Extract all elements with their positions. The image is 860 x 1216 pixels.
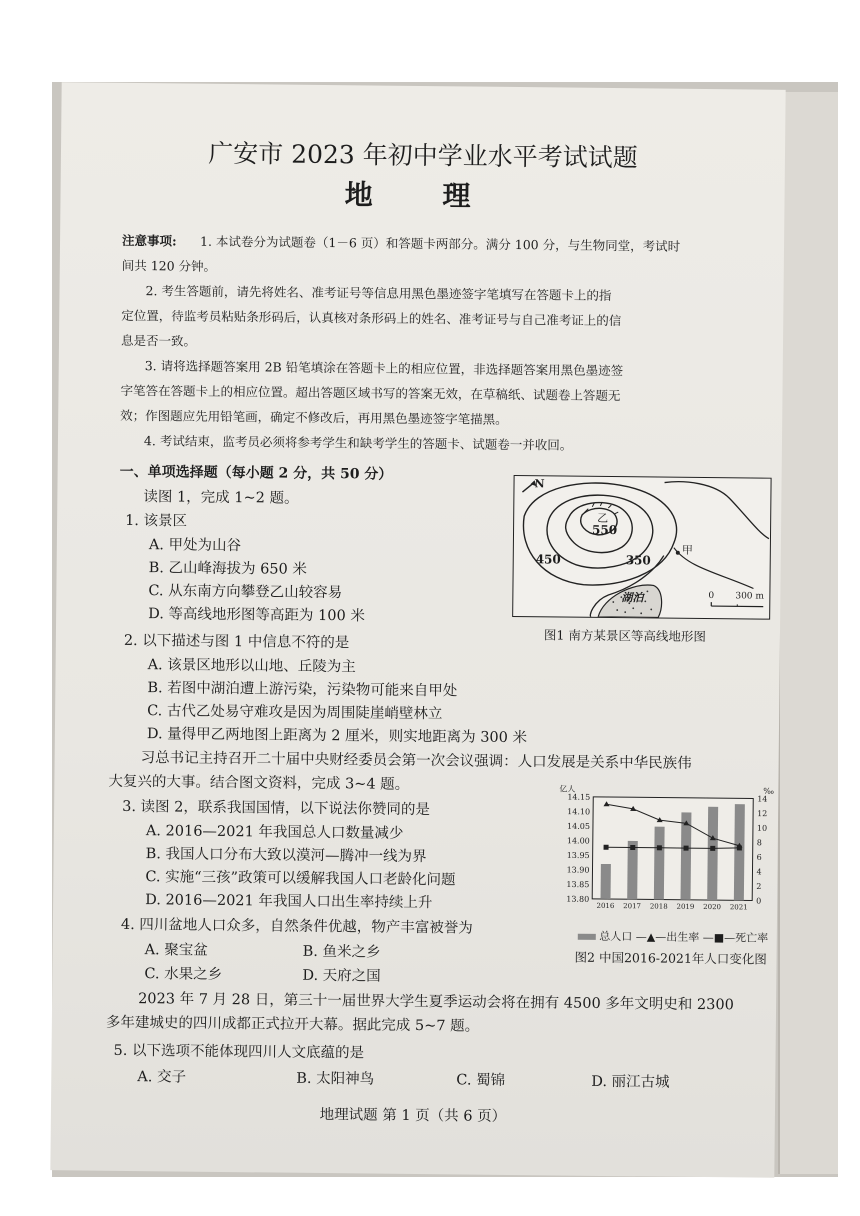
contour-label-350: 350 [625, 553, 651, 568]
notice-line: 字笔答在答题卡上的相应位置。超出答题区域书写的答案无效，在草稿纸、试题卷上答题无 [120, 382, 621, 404]
x-tick-label: 2021 [729, 903, 748, 912]
y-tick-left: 14.15 [567, 792, 591, 802]
point-death-rate [630, 845, 635, 850]
y-tick-right: 6 [756, 852, 762, 862]
passage-games-line1: 2023 年 7 月 28 日，第三十一届世界大学生夏季运动会将在拥有 4500 多年文明史和 2300 [138, 991, 734, 1014]
notice-line: 2. 考生答题前，请先将姓名、准考证号等信息用黑色墨迹签字笔填写在答题卡上的指 [145, 283, 612, 304]
section-intro: 读图 1，完成 1~2 题。 [143, 489, 299, 507]
q5-option-b: B. 太阳神鸟 [296, 1070, 375, 1088]
notice-line: 息是否一致。 [120, 332, 197, 349]
x-tick-label: 2018 [649, 902, 668, 911]
figure-1-caption: 图1 南方某景区等高线地形图 [543, 627, 706, 645]
legend-label-death-rate: 死亡率 [735, 931, 769, 945]
point-death-rate [710, 846, 715, 851]
x-tick-label: 2017 [623, 902, 642, 911]
q5-option-d: D. 丽江古城 [591, 1073, 670, 1091]
y-tick-left: 13.80 [566, 894, 590, 904]
y-tick-right: 14 [757, 794, 768, 804]
y-axis-left-unit: 亿人 [559, 784, 576, 794]
contour-label-jia: 甲 [681, 543, 693, 557]
bar-total-population [654, 827, 665, 900]
q3-option-a: A. 2016—2021 年我国总人口数量减少 [145, 823, 404, 842]
passage-games-line2: 多年建城史的四川成都正式拉开大幕。据此完成 5~7 题。 [105, 1014, 480, 1035]
q2-option-b: B. 若图中湖泊遭上游污染，污染物可能来自甲处 [147, 680, 458, 700]
contour-label-yi: 乙 [597, 511, 609, 525]
q1-option-c: C. 从东南方向攀登乙山较容易 [148, 583, 343, 602]
question-4-stem: 4. 四川盆地人口众多，自然条件优越，物产丰富被誉为 [120, 916, 473, 937]
notice-line: 间共 120 分钟。 [121, 257, 217, 274]
bar-total-population [601, 864, 611, 899]
notice-line: 1. 本试卷分为试题卷（1－6 页）和答题卡两部分。满分 100 分，与生物同堂，考试时 [199, 233, 681, 254]
contour-map [512, 475, 771, 620]
contour-label-450: 450 [535, 552, 561, 567]
north-arrow-label: N [534, 477, 545, 491]
q5-option-c: C. 蜀锦 [456, 1072, 506, 1089]
chart-legend [578, 928, 769, 946]
exam-title: 广安市 2023 年初中学业水平考试试题 [208, 138, 638, 173]
legend-swatch-square: —■— [702, 930, 736, 945]
y-tick-left: 14.10 [567, 807, 591, 817]
section-heading: 一、单项选择题（每小题 2 分，共 50 分） [119, 463, 393, 483]
y-axis-right-unit: ‰ [763, 786, 775, 796]
point-death-rate [657, 845, 662, 850]
q4-option-c: C. 水果之乡 [144, 966, 223, 983]
q4-option-a: A. 聚宝盆 [144, 942, 208, 959]
y-tick-left: 13.95 [566, 850, 590, 861]
question-3-stem: 3. 读图 2，联系我国国情，以下说法你赞同的是 [122, 798, 430, 819]
y-tick-right: 2 [756, 881, 762, 892]
next-page-edge [778, 92, 838, 1174]
notice-heading: 注意事项: [121, 232, 177, 249]
x-tick-label: 2020 [703, 903, 722, 912]
question-5-stem: 5. 以下选项不能体现四川人文底蕴的是 [113, 1042, 365, 1062]
y-tick-left: 13.85 [566, 879, 590, 890]
legend-swatch-triangle: —▲— [635, 930, 667, 944]
page-footer: 地理试题 第 1 页（共 6 页） [319, 1106, 507, 1125]
y-tick-right: 8 [756, 838, 762, 848]
lake-label: 湖泊 [621, 591, 644, 605]
q4-option-d: D. 天府之国 [302, 967, 381, 985]
population-chart-svg [556, 782, 777, 924]
y-tick-left: 13.90 [566, 865, 590, 875]
bar-total-population [707, 807, 718, 900]
notice-line: 效；作图题应先用铅笔画，确定不修改后，再用黑色墨迹签字笔描黑。 [120, 407, 508, 427]
legend-label-birth-rate: 出生率 [666, 930, 700, 944]
q2-option-d: D. 量得甲乙两地图上距离为 2 厘米，则实地距离为 300 米 [146, 726, 528, 747]
x-tick-label: 2019 [676, 902, 695, 911]
q1-option-a: A. 甲处为山谷 [148, 537, 242, 555]
scale-label-300m: 300 m [735, 591, 764, 602]
q2-option-c: C. 古代乙处易守难攻是因为周围陡崖峭壁林立 [147, 703, 443, 723]
population-chart [556, 782, 777, 924]
notice-line: 4. 考试结束，监考员必须将参考学生和缺考学生的答题卡、试题卷一并收回。 [143, 433, 573, 453]
exam-paper [50, 82, 785, 1178]
notice-line: 定位置，待监考员粘贴条形码后，认真核对条形码上的姓名、准考证号与自己准考证上的信 [121, 307, 622, 329]
y-tick-left: 14.05 [567, 821, 590, 831]
q4-option-b: B. 鱼米之乡 [302, 943, 381, 961]
question-1-stem: 1. 该景区 [125, 512, 188, 530]
y-tick-right: 10 [756, 823, 768, 833]
q2-option-a: A. 该景区地形以山地、丘陵为主 [147, 657, 356, 676]
q3-option-c: C. 实施“三孩”政策可以缓解我国人口老龄化问题 [145, 869, 456, 889]
x-tick-label: 2016 [596, 901, 615, 911]
q3-option-d: D. 2016—2021 年我国人口出生率持续上升 [145, 892, 433, 912]
legend-label-population: 总人口 [599, 929, 633, 944]
plot-area [592, 797, 753, 901]
question-2-stem: 2. 以下描述与图 1 中信息不符的是 [123, 632, 350, 652]
subject-title: 地 理 [344, 178, 501, 213]
notice-line: 3. 请将选择题答案用 2B 铅笔填涂在答题卡上的相应位置，非选择题答案用黑色墨迹签 [144, 358, 624, 379]
figure-2-caption: 图2 中国2016-2021年人口变化图 [574, 949, 767, 967]
y-tick-left: 14.00 [566, 836, 590, 846]
scale-label-zero: 0 [708, 591, 715, 602]
point-death-rate [604, 845, 609, 850]
y-tick-right: 4 [756, 867, 762, 877]
y-tick-right: 12 [757, 809, 768, 819]
point-death-rate [684, 846, 689, 851]
passage-population-line1: 习总书记主持召开二十届中央财经委员会第一次会议强调：人口发展是关系中华民族伟 [140, 750, 692, 772]
legend-swatch-bar [578, 934, 596, 940]
q1-option-b: B. 乙山峰海拔为 650 米 [148, 560, 307, 578]
bar-total-population [734, 804, 745, 900]
contour-label-550: 550 [591, 522, 618, 538]
y-tick-right: 0 [756, 896, 762, 906]
q3-option-b: B. 我国人口分布大致以漠河—腾冲一线为界 [145, 846, 427, 866]
q1-option-d: D. 等高线地形图等高距为 100 米 [148, 606, 365, 625]
passage-population-line2: 大复兴的大事。结合图文资料，完成 3~4 题。 [108, 773, 410, 793]
q5-option-a: A. 交子 [137, 1069, 187, 1086]
point-death-rate [737, 845, 742, 850]
